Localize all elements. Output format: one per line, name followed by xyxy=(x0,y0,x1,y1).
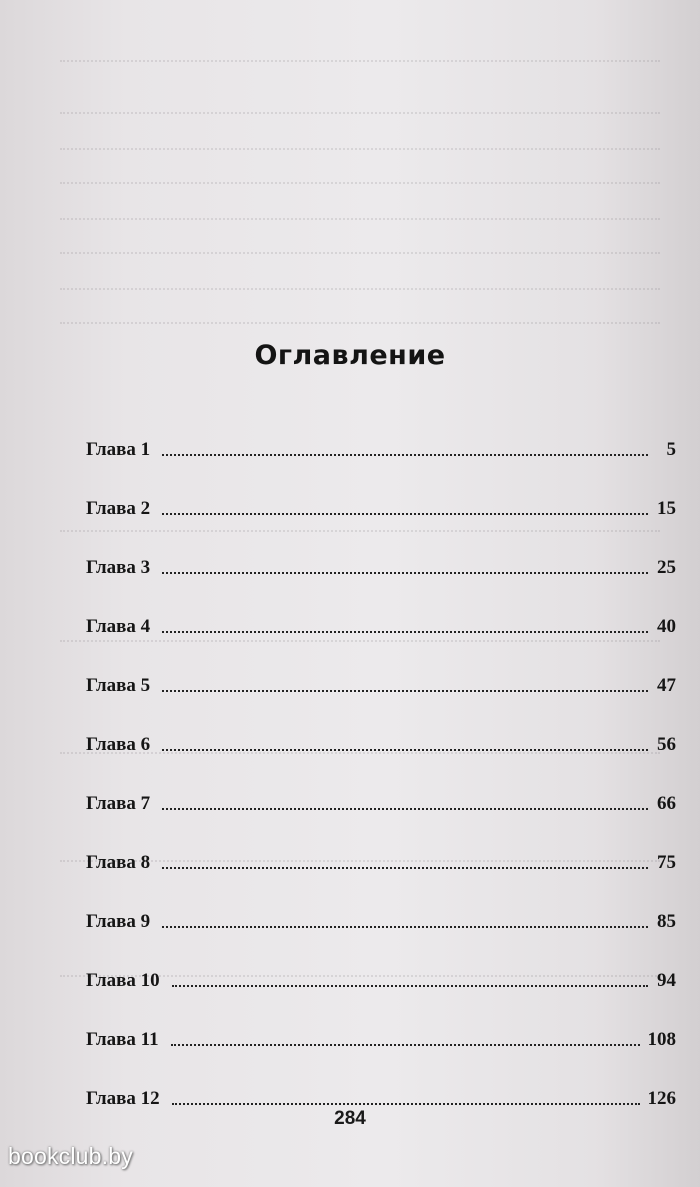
toc-entry-label: Глава 9 xyxy=(86,911,151,932)
bleed-through-line xyxy=(60,182,660,196)
dot-leader xyxy=(172,984,648,987)
dot-leader xyxy=(162,925,648,928)
toc-entry-page: 66 xyxy=(657,793,676,814)
toc-entry xyxy=(76,402,676,461)
toc-entry-label: Глава 12 xyxy=(86,1088,160,1109)
bleed-through-line xyxy=(60,252,660,266)
toc-entry xyxy=(76,520,676,579)
toc-entry-label: Глава 3 xyxy=(86,557,151,578)
toc-entry-page: 40 xyxy=(657,616,676,637)
toc-entry xyxy=(76,697,676,756)
toc-entry-label: Глава 8 xyxy=(86,852,151,873)
dot-leader xyxy=(162,571,648,574)
toc-entry-page: 94 xyxy=(657,970,676,991)
dot-leader xyxy=(162,630,648,633)
bleed-through-line xyxy=(60,322,660,336)
toc-entry-label: Глава 5 xyxy=(86,675,151,696)
watermark: bookclub.by xyxy=(8,1143,133,1169)
toc-entry-label: Глава 4 xyxy=(86,616,151,637)
dot-leader xyxy=(162,866,648,869)
toc-entry-page: 126 xyxy=(647,1088,676,1109)
dot-leader xyxy=(162,689,648,692)
bleed-through-line xyxy=(60,148,660,162)
toc-entry-label: Глава 6 xyxy=(86,734,151,755)
bleed-through-line xyxy=(60,218,660,232)
dot-leader xyxy=(172,1102,640,1105)
toc-entry xyxy=(76,638,676,697)
dot-leader xyxy=(162,512,648,515)
bleed-through-line xyxy=(60,60,660,74)
toc-entry xyxy=(76,461,676,520)
page-number: 284 xyxy=(334,1108,366,1129)
toc-entry-page: 75 xyxy=(657,852,676,873)
dot-leader xyxy=(162,748,648,751)
toc-entry-page: 56 xyxy=(657,734,676,755)
toc-entry-page: 5 xyxy=(666,439,676,460)
toc-entry xyxy=(76,579,676,638)
toc-entry xyxy=(76,756,676,815)
toc-entry-page: 108 xyxy=(647,1029,676,1050)
table-of-contents xyxy=(76,402,676,1110)
dot-leader xyxy=(162,807,648,810)
toc-entry-page: 15 xyxy=(657,498,676,519)
toc-entry xyxy=(76,933,676,992)
toc-entry xyxy=(76,815,676,874)
dot-leader xyxy=(171,1043,640,1046)
dot-leader xyxy=(162,453,648,456)
toc-entry-page: 25 xyxy=(657,557,676,578)
toc-entry-page: 85 xyxy=(657,911,676,932)
toc-entry-page: 47 xyxy=(657,675,676,696)
toc-entry-label: Глава 10 xyxy=(86,970,160,991)
toc-entry-label: Глава 11 xyxy=(86,1029,159,1050)
bleed-through-line xyxy=(60,288,660,302)
page-title: Оглавление xyxy=(254,340,446,371)
toc-entry xyxy=(76,874,676,933)
toc-entry xyxy=(76,1051,676,1110)
toc-entry-label: Глава 1 xyxy=(86,439,151,460)
toc-entry-label: Глава 7 xyxy=(86,793,151,814)
toc-entry xyxy=(76,992,676,1051)
toc-entry-label: Глава 2 xyxy=(86,498,151,519)
bleed-through-line xyxy=(60,112,660,126)
